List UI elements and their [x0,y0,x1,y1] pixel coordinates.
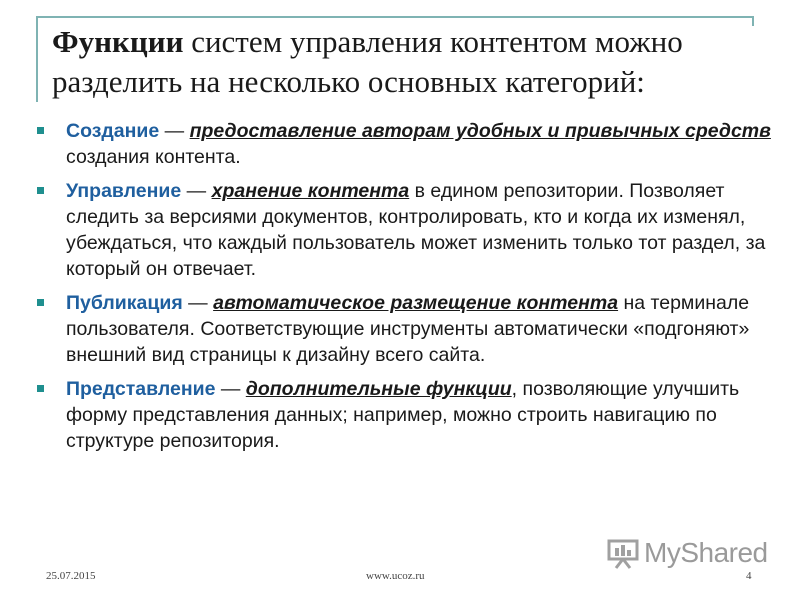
item-definition: дополнительные функции [245,378,512,400]
slide-title [52,22,752,102]
bullet-square-icon [37,127,44,134]
item-definition: автоматическое размещение контента [213,292,619,314]
item-term: Управление [66,180,182,202]
watermark-text: MyShared [644,537,768,568]
item-dash: — [181,180,212,202]
list-item [34,290,774,368]
slide-frame-right [752,16,754,26]
item-rest: на терминале пользователя. Соответствующие инструменты автоматически «подгоняют» внешний вид страницы к дизайну всего сайта. [66,292,750,366]
bullet-square-icon [37,385,44,392]
footer-site: www.ucoz.ru [366,570,425,582]
item-definition: хранение контента [211,180,410,202]
item-rest: создания контента. [66,146,241,168]
item-term: Создание [66,120,160,142]
item-definition: предоставление авторам удобных и привычных средств [189,120,771,142]
myshared-watermark [606,536,768,570]
list-item [34,118,774,170]
item-dash: — [182,292,214,314]
item-rest: в едином репозитории. Позволяет следить за версиями документов, контролировать, кто и когда их изменял, убеждаться, что каждый пользователь может изменить только тот раздел, за который он отвечает. [66,180,766,280]
item-term: Публикация [66,292,183,314]
bullet-square-icon [37,187,44,194]
footer-date: 25.07.2015 [46,570,96,582]
bullet-square-icon [37,299,44,306]
slide-title-rest: систем управления контентом можно разделить на несколько основных категорий: [52,24,683,99]
item-dash: — [215,378,246,400]
bullet-list [34,118,774,462]
list-item [34,376,774,454]
footer-page-number: 4 [746,570,752,582]
slide-frame-top [36,16,754,18]
item-term: Представление [66,378,216,400]
slide-frame-left [36,16,38,102]
item-dash: — [159,120,190,142]
list-item [34,178,774,282]
item-rest: , позволяющие улучшить форму представления данных; например, можно строить навигацию по структуре репозитория. [66,378,740,452]
slide-title-bold: Функции [52,24,184,59]
presentation-board-icon [606,536,640,570]
